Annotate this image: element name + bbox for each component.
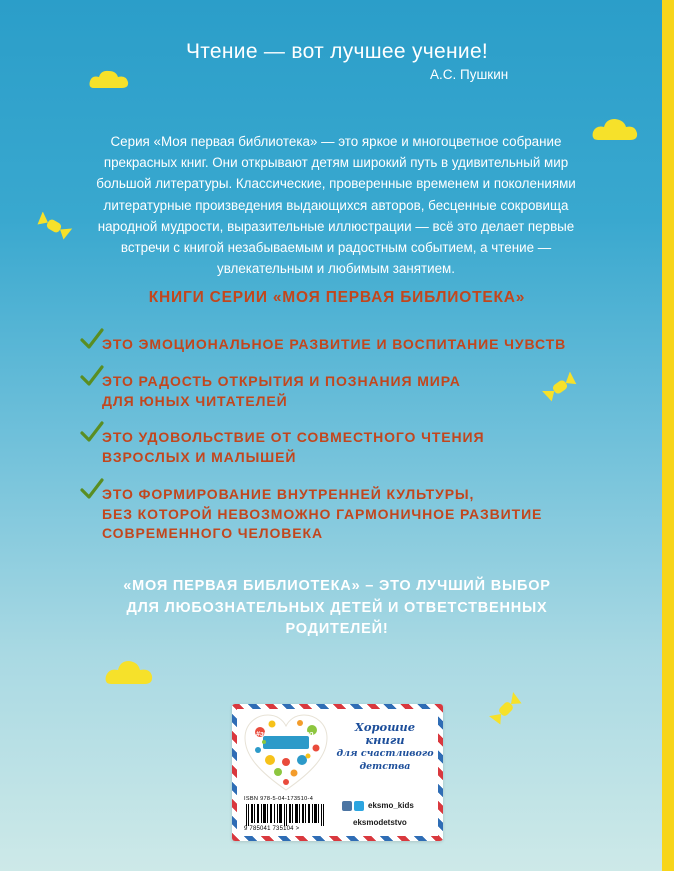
- cloud-icon: [88, 68, 130, 90]
- conclusion-text: [60, 576, 614, 641]
- heart-hashtag: #эксмодетство: [256, 731, 314, 738]
- book-spine-edge: [662, 0, 674, 871]
- feature-text: [102, 485, 622, 544]
- feature-line: ЭТО ФОРМИРОВАНИЕ ВНУТРЕННЕЙ КУЛЬТУРЫ,: [102, 486, 475, 502]
- vk-icon[interactable]: [342, 801, 352, 811]
- feature-line: ВЗРОСЛЫХ И МАЛЫШЕЙ: [102, 448, 297, 465]
- publisher-card: [232, 704, 443, 841]
- check-icon: [80, 364, 104, 388]
- series-description: [60, 131, 612, 279]
- feature-line: ЭТО РАДОСТЬ ОТКРЫТИЯ И ПОЗНАНИЯ МИРА: [102, 373, 461, 389]
- conclusion-line: ДЛЯ ЛЮБОЗНАТЕЛЬНЫХ ДЕТЕЙ И ОТВЕТСТВЕННЫХ: [126, 599, 548, 616]
- cloud-icon: [104, 658, 154, 686]
- slogan-line: детства: [359, 761, 411, 772]
- publisher-slogan: [336, 721, 434, 773]
- conclusion-line: «МОЯ ПЕРВАЯ БИБЛИОТЕКА» – ЭТО ЛУЧШИЙ ВЫБОР: [123, 578, 551, 594]
- isbn-text: ISBN 978-5-04-173510-4: [244, 796, 314, 802]
- description-line: литературные произведения выдающихся авторов, бесценные сокровища: [103, 197, 569, 213]
- barcode-number: 9 785041 735104 >: [244, 826, 300, 832]
- check-icon: [80, 327, 104, 351]
- feature-line: ЭТО УДОВОЛЬСТВИЕ ОТ СОВМЕСТНОГО ЧТЕНИЯ: [102, 429, 485, 445]
- feature-text: [102, 372, 622, 411]
- feature-text: [102, 335, 622, 355]
- slogan-line: книги: [365, 733, 405, 747]
- description-line: увлекательным и любимым занятием.: [217, 261, 455, 277]
- epigraph-quote: Чтение — вот лучшее учение!: [185, 40, 489, 63]
- feature-line: ДЛЯ ЮНЫХ ЧИТАТЕЛЕЙ: [102, 392, 288, 409]
- slogan-line: для счастливого: [336, 748, 434, 759]
- barcode-icon: [244, 804, 328, 826]
- description-line: Серия «Моя первая библиотека» — это яркое и многоцветное собрание: [110, 134, 562, 149]
- feature-text: [102, 428, 622, 467]
- social-handle: eksmo_kids: [368, 801, 414, 810]
- website-text: eksmodetstvo: [353, 818, 407, 827]
- candy-icon: [486, 692, 526, 726]
- description-line: прекрасных книг. Они открывают детям широкий путь в удивительный мир: [103, 155, 569, 171]
- telegram-icon[interactable]: [354, 801, 364, 811]
- feature-line: БЕЗ КОТОРОЙ НЕВОЗМОЖНО ГАРМОНИЧНОЕ РАЗВИТИЕ: [102, 505, 543, 522]
- heart-icon: [242, 712, 330, 794]
- description-line: большой литературы. Классические, проверенные временем и поколениями: [96, 176, 576, 192]
- section-title: КНИГИ СЕРИИ «МОЯ ПЕРВАЯ БИБЛИОТЕКА»: [148, 289, 526, 306]
- description-line: народной мудрости, выразительные иллюстрации — всё это делает первые: [97, 218, 575, 234]
- description-line: встречи с книгой незабываемым и радостным событием, а чтение —: [120, 240, 552, 256]
- check-icon: [80, 477, 104, 501]
- epigraph-author: А.С. Пушкин: [430, 67, 509, 82]
- slogan-line: Хорошие: [354, 720, 416, 734]
- feature-line: СОВРЕМЕННОГО ЧЕЛОВЕКА: [102, 525, 323, 542]
- conclusion-line: РОДИТЕЛЕЙ!: [285, 621, 389, 637]
- check-icon: [80, 420, 104, 444]
- feature-line: ЭТО ЭМОЦИОНАЛЬНОЕ РАЗВИТИЕ И ВОСПИТАНИЕ ЧУВСТВ: [102, 336, 567, 352]
